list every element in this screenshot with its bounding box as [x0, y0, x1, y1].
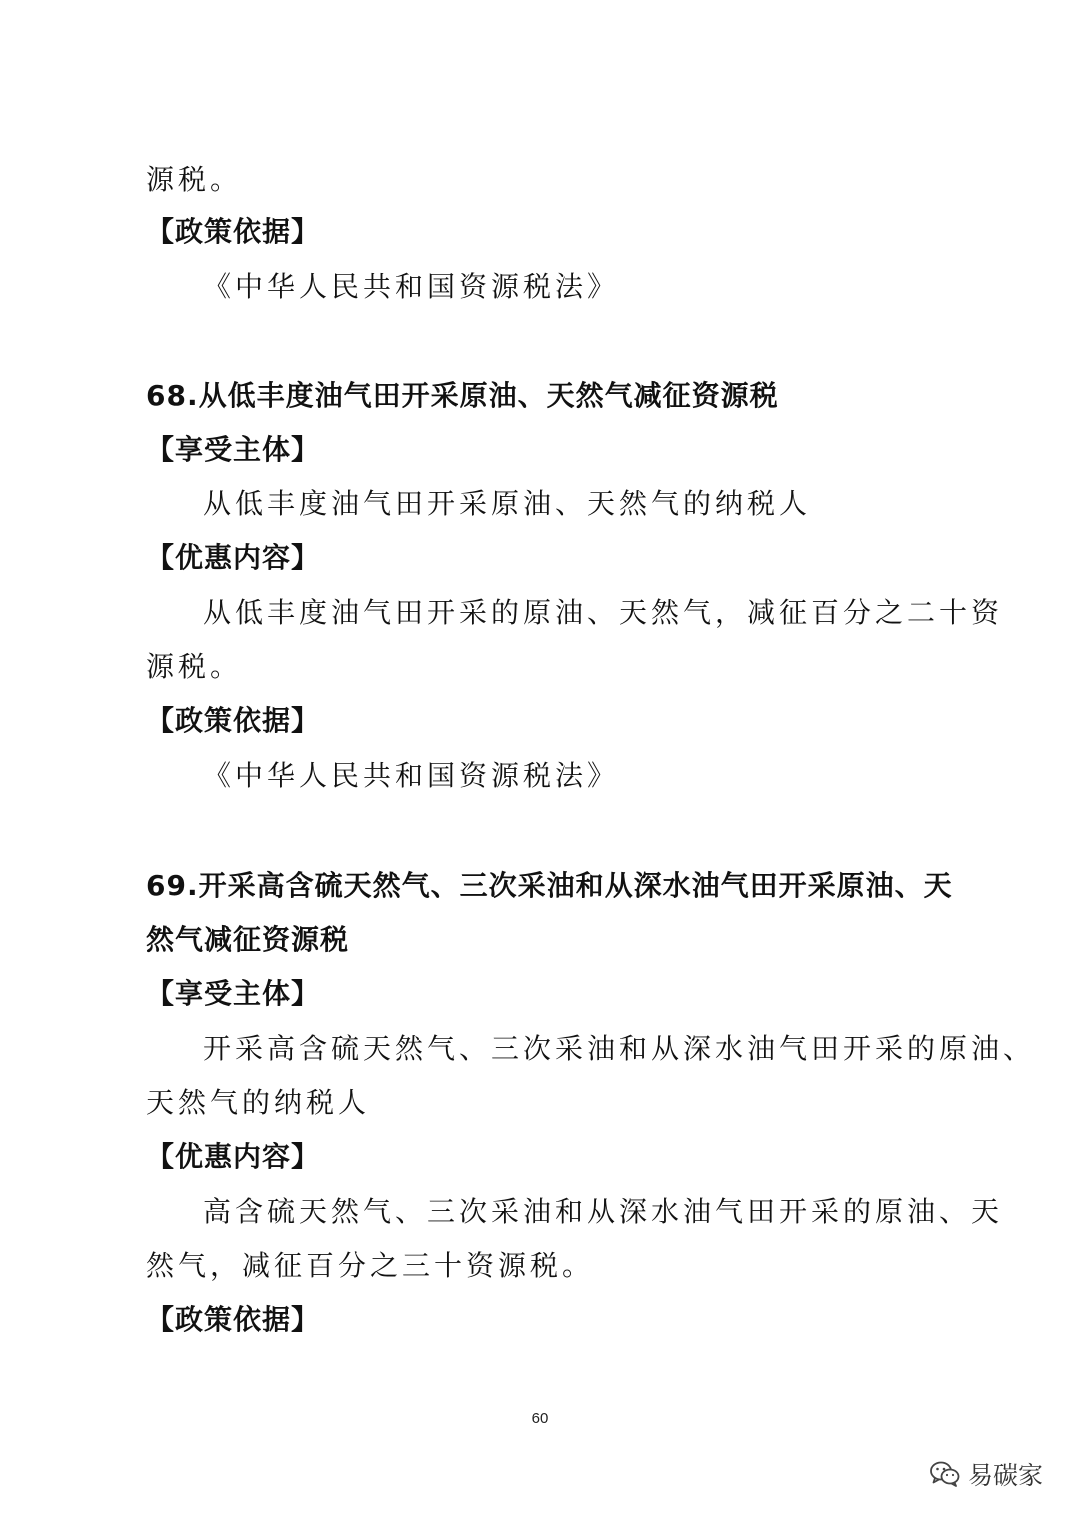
watermark-text: 易碳家 [968, 1461, 1044, 1490]
body-text: 然气，减征百分之三十资源税。 [146, 1249, 595, 1282]
item-heading-69: 69.开采高含硫天然气、三次采油和从深水油气田开采原油、天 [146, 869, 953, 902]
body-text: 源税。 [146, 650, 243, 683]
section-tag-benefit: 【优惠内容】 [146, 541, 321, 574]
watermark [930, 1454, 1043, 1494]
body-text: 源税。 [146, 163, 243, 196]
body-text: 开采高含硫天然气、三次采油和从深水油气田开采的原油、 [203, 1032, 1036, 1065]
section-tag-policy-basis: 【政策依据】 [146, 215, 321, 248]
page-number: 60 [531, 1410, 549, 1427]
law-citation: 《中华人民共和国资源税法》 [203, 270, 620, 303]
law-citation: 《中华人民共和国资源税法》 [203, 759, 620, 792]
section-tag-beneficiary: 【享受主体】 [146, 433, 321, 466]
wechat-icon [930, 1461, 960, 1487]
section-tag-policy-basis: 【政策依据】 [146, 1303, 321, 1336]
body-text: 天然气的纳税人 [146, 1086, 371, 1119]
section-tag-benefit: 【优惠内容】 [146, 1140, 321, 1173]
section-tag-policy-basis: 【政策依据】 [146, 704, 321, 737]
item-heading-68: 68.从低丰度油气田开采原油、天然气减征资源税 [146, 379, 779, 412]
body-text: 从低丰度油气田开采的原油、天然气，减征百分之二十资 [203, 596, 1004, 629]
section-tag-beneficiary: 【享受主体】 [146, 977, 321, 1010]
body-text: 从低丰度油气田开采原油、天然气的纳税人 [203, 487, 812, 520]
body-text: 高含硫天然气、三次采油和从深水油气田开采的原油、天 [203, 1195, 1004, 1228]
item-heading-69-cont: 然气减征资源税 [146, 923, 350, 956]
